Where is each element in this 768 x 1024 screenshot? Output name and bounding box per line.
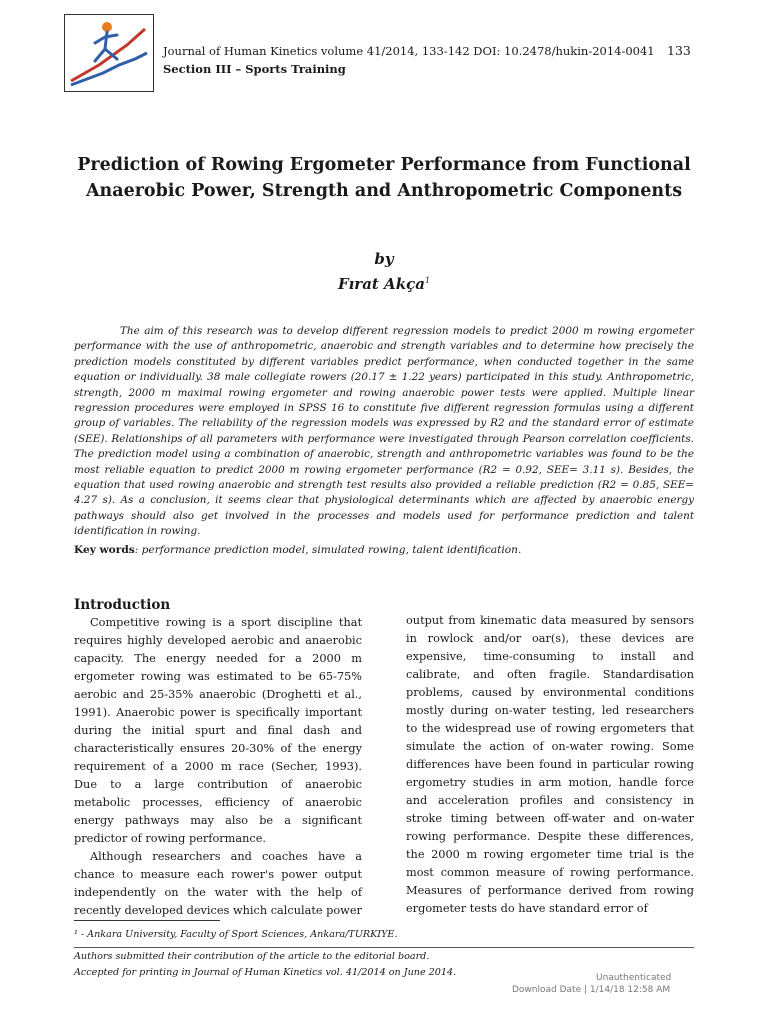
- journal-logo: [64, 14, 154, 92]
- footer-divider: [74, 947, 694, 948]
- affiliation-footnote: ¹ - Ankara University, Faculty of Sport Sciences, Ankara/TURKIYE.: [74, 929, 398, 940]
- article-title: Prediction of Rowing Ergometer Performance from Functional Anaerobic Power, Strength and Anthropometric Components: [77, 155, 691, 201]
- intro-paragraph-2: Although researchers and coaches have a chance to measure each rower's power output independently on the water with the help of recently developed devices which calculate power: [74, 850, 362, 917]
- keywords-text: : performance prediction model, simulated rowing, talent identification.: [134, 544, 522, 556]
- download-date-watermark: Download Date | 1/14/18 12:58 AM: [512, 985, 671, 995]
- unauthenticated-watermark: Unauthenticated: [596, 973, 672, 983]
- section-heading-introduction: Introduction: [74, 597, 171, 613]
- journal-citation: Journal of Human Kinetics volume 41/2014, 133-142 DOI: 10.2478/hukin-2014-0041: [163, 44, 655, 58]
- author-affiliation-mark: 1: [424, 276, 431, 285]
- keywords-label: Key words: [74, 544, 135, 556]
- byline: by: [374, 250, 394, 268]
- acceptance-note: Accepted for printing in Journal of Human Kinetics vol. 41/2014 on June 2014.: [74, 967, 457, 978]
- left-column: [74, 596, 362, 920]
- author-name: [0, 275, 768, 293]
- author-name-text: Fırat Akça: [337, 275, 425, 293]
- right-column: [406, 612, 694, 918]
- keywords: [74, 544, 694, 556]
- intro-paragraph-3: output from kinematic data measured by sensors in rowlock and/or oar(s), these devices are expensive, time-consuming to install and calibrate, and often fragile. Standardisation problems, caused by environmental conditions mostly during on-water testing, led researchers to the widespread use of rowing ergometers that simulate the action of on-water rowing. Some differences have been found in particular rowing ergometry studies in arm motion, handle force and acceleration profiles and consistency in stroke timing between off-water and on-water rowing performance. Despite these differences, the 2000 m rowing ergometer time trial is the most common measure of rowing performance. Measures of performance derived from rowing ergometer tests do have standard error of: [406, 614, 694, 915]
- intro-paragraph-1: Competitive rowing is a sport discipline that requires highly developed aerobic and anaerobic capacity. The energy needed for a 2000 m ergometer rowing was estimated to be 65-75% aerobic and 25-35% anaerobic (Droghetti et al., 1991). Anaerobic power is specifically important during the initial spurt and final dash and characteristically ensures 20-30% of the energy requirement of a 2000 m race (Secher, 1993). Due to a large contribution of anaerobic metabolic processes, efficiency of anaerobic energy pathways may also be a significant predictor of rowing performance.: [74, 616, 362, 845]
- page-number: 133: [667, 43, 691, 58]
- section-label: Section III – Sports Training: [163, 62, 346, 76]
- submission-note: Authors submitted their contribution of the article to the editorial board.: [74, 951, 430, 962]
- abstract: The aim of this research was to develop different regression models to predict 2000 m rowing ergometer performance with the use of anthropometric, anaerobic and strength variables and to determine how precisely the prediction models constituted by different variables predict performance, when conducted together in the same equation or individually. 38 male collegiate rowers (20.17 ± 1.22 years) participated in this study. Anthropometric, strength, 2000 m maximal rowing ergometer and rowing anaerobic power tests were applied. Multiple linear regression procedures were employed in SPSS 16 to constitute five different regression formulas using a different group of variables. The reliability of the regression models was expressed by R2 and the standard error of estimate (SEE). Relationships of all parameters with performance were investigated through Pearson correlation coefficients. The prediction model using a combination of anaerobic, strength and anthropometric variables was found to be the most reliable equation to predict 2000 m rowing ergometer performance (R2 = 0.92, SEE= 3.11 s). Besides, the equation that used rowing anaerobic and strength test results also provided a reliable prediction (R2 = 0.85, SEE= 4.27 s). As a conclusion, it seems clear that physiological determinants which are affected by anaerobic energy pathways should also get involved in the processes and models used for performance prediction and talent identification in rowing.: [74, 325, 694, 538]
- runner-chart-logo-icon: [65, 15, 153, 91]
- footnote-rule: [74, 920, 220, 921]
